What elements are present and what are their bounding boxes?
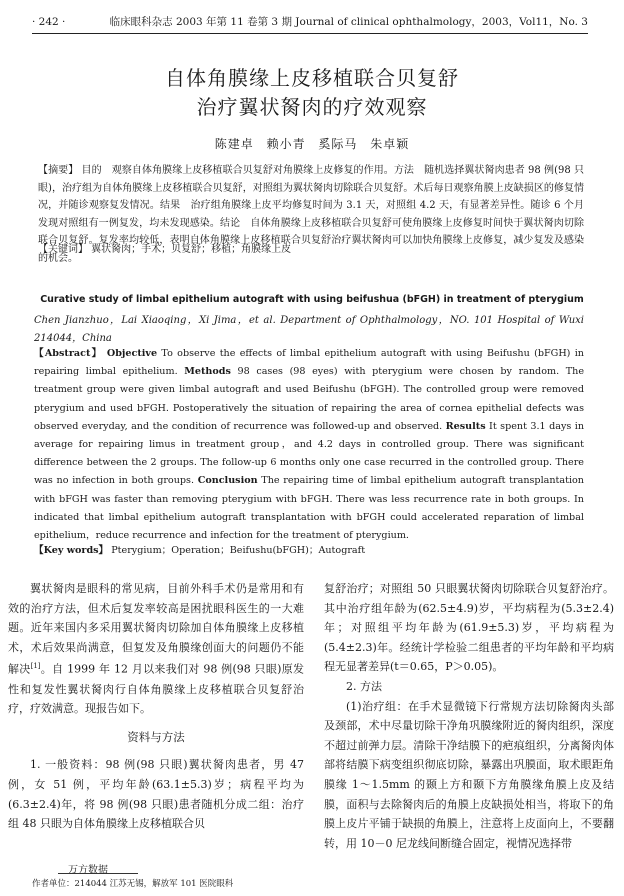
journal-citation: 临床眼科杂志 2003 年第 11 卷第 3 期 Journal of clinical ophthalmology，2003，Vol11，No. 3 <box>109 16 588 28</box>
chinese-keywords-label: 【关键词】 <box>38 244 88 255</box>
author-list: 陈建卓 赖小青 奚际马 朱卓颖 <box>214 137 410 151</box>
article-title-line-1: 自体角膜缘上皮移植联合贝复舒 <box>165 66 459 90</box>
treatment-group-paragraph: (1)治疗组：在手术显微镜下行常规方法切除胬肉头部及颈部，术中尽量切除干净角巩膜缘附近的胬肉组织，深度不超过前弹力层。清除干净结膜下的疤痕组织，分离胬肉体部将结膜下病变组织彻底切除，暴露出巩膜面，取术眼距角膜缘 1～1.5mm 的颞上方和颞下方角膜缘角膜上皮及结膜，面积与去除胬肉后的角膜上皮缺损处相当，将取下的角膜上皮片平铺于缺损的角膜上，注意将上皮面向上，不要翻转，用 10－0 尼龙线间断缝合固定，视情况选择带 <box>324 699 614 850</box>
author-affiliation-footnote: 作者单位：214044 江苏无锡，解放军 101 医院眼科 <box>32 879 234 889</box>
intro-text: 翼状胬肉是眼科的常见病，目前外科手术仍是常用和有效的治疗方法，但术后复发率较高是困扰眼科医生的一大难题。近年来国内多采用翼状胬肉切除加自体角膜缘上皮移植术，术后效果尚满意，但复发及角膜缘创面大的问题仍不能解决 <box>8 582 304 677</box>
general-data-paragraph: 1. 一般资料：98 例(98 只眼)翼状胬肉患者，男 47 例，女 51 例，平均年龄(63.1±5.3)岁；病程平均为(6.3±2.4)年，将 98 例(98 只眼)患者随机分成二组：治疗组 48 只眼为自体角膜缘上皮移植联合贝 <box>8 758 304 831</box>
page-number: · 242 · <box>32 16 66 28</box>
conclusion-label: Conclusion <box>197 475 258 487</box>
chinese-keywords-text: 翼状胬肉；手术；贝复舒；移植；角膜缘上皮 <box>88 244 292 255</box>
body-right-column <box>324 579 614 853</box>
methods-text: 98 cases (98 eyes) with pterygium were chosen by random. The treatment group were given limbal autograft and used Beifushu (bFGH). The controlled group were removed pterygium and used bFGH. Postoperatively the situation of repairing the area of cornea epithelial defects was observed everyday, and the condition of recurrence was followed-up and observed. <box>34 366 584 432</box>
english-abstract-label: 【Abstract】 <box>34 348 103 359</box>
english-authors-affiliation: Chen Jianzhuo，Lai Xiaoqing，Xi Jima，et al. Department of Ophthalmology，NO. 101 Hospital of Wuxi 214044，China <box>34 315 584 344</box>
methods-label: Methods <box>184 366 231 378</box>
results-text: It spent 3.1 days in average for repairing limus in treatment group，and 4.2 days in controlled group. There was significant difference between the 2 groups. The follow-up 6 months only one case recurred in the controlled group. There was no infection in both groups. <box>34 420 584 487</box>
article-title-line-2: 治疗翼状胬肉的疗效观察 <box>196 95 428 119</box>
chinese-abstract-text: 目的 观察自体角膜缘上皮移植联合贝复舒对角膜缘上皮修复的作用。方法 随机选择翼状胬肉患者 98 例(98 只眼)，治疗组为自体角膜缘上皮移植联合贝复舒，对照组为翼状胬肉切除联合贝复舒。术后每日观察角膜上皮缺损区的修复情况，并随诊观察复发情况。结果 治疗组角膜缘上皮平均修复时间为 3.1 天，对照组 4.2 天，有显著差异性。随诊 6 个月发现对照组有一例复发，均未发现感染。结论 自体角膜缘上皮移植联合贝复舒可使角膜缘上皮修复时间快于翼状胬肉切除联合贝复舒。复发率均较低，表明自体角膜缘上皮移植联合贝复舒治疗翼状胬肉可以加快角膜缘上皮修复，减少复发及感染的机会。 <box>38 165 584 264</box>
conclusion-text: The repairing time of limbal epithelium autograft transplantation with bFGH was faster than removing pterygium with bFGH. There was less recurrence rate in both groups. In indicated that limbal epithelium autograft transplantation with bFGH could accelerated reparation of limbal epithelium，reduce recurrence and infection for the treatment of pterygium. <box>34 475 584 542</box>
groups-paragraph: 复舒治疗；对照组 50 只眼翼状胬肉切除联合贝复舒治疗。其中治疗组年龄为(62.5±4.9)岁，平均病程为(5.3±2.4)年；对照组平均年龄为(61.9±5.3)岁，平均病程为(5.4±2.3)年。经统计学检验二组患者的平均年龄和平均病程无显著差异(t＝0.65，P＞0.05)。 <box>324 582 614 674</box>
objective-text: To observe the effects of limbal epithelium autograft with using Beifushu (bFGH) in repairing limbal epithelium. <box>34 348 584 378</box>
english-keywords-label: 【Key words】 <box>34 545 109 556</box>
english-keywords <box>34 542 584 559</box>
header-rule <box>32 33 588 34</box>
chinese-keywords <box>38 241 584 258</box>
results-label: Results <box>445 420 486 432</box>
intro-paragraph <box>8 579 304 719</box>
english-title: Curative study of limbal epithelium autograft with using beifushua (bFGH) in treatment of pterygium <box>40 294 584 305</box>
english-abstract <box>34 345 584 545</box>
footnote-rule <box>58 873 138 874</box>
citation-ref[interactable]: [1] <box>30 662 41 671</box>
running-header <box>32 14 588 29</box>
objective-label: Objective <box>106 348 158 359</box>
wanfang-watermark: 万方数据 <box>68 865 108 876</box>
english-keywords-text: Pterygium；Operation；Beifushu(bFGH)；Autograft <box>108 545 366 556</box>
section-heading-methods: 资料与方法 <box>127 729 185 744</box>
methods-subheading: 2. 方法 <box>346 679 382 693</box>
intro-text-end: 。自 1999 年 12 月以来我们对 98 例(98 只眼)原发性和复发性翼状胬肉行自体角膜缘上皮移植联合贝复舒治疗，疗效满意。现报告如下。 <box>8 663 305 716</box>
chinese-abstract-label: 【摘要】 <box>38 165 79 176</box>
body-left-column <box>8 579 304 834</box>
